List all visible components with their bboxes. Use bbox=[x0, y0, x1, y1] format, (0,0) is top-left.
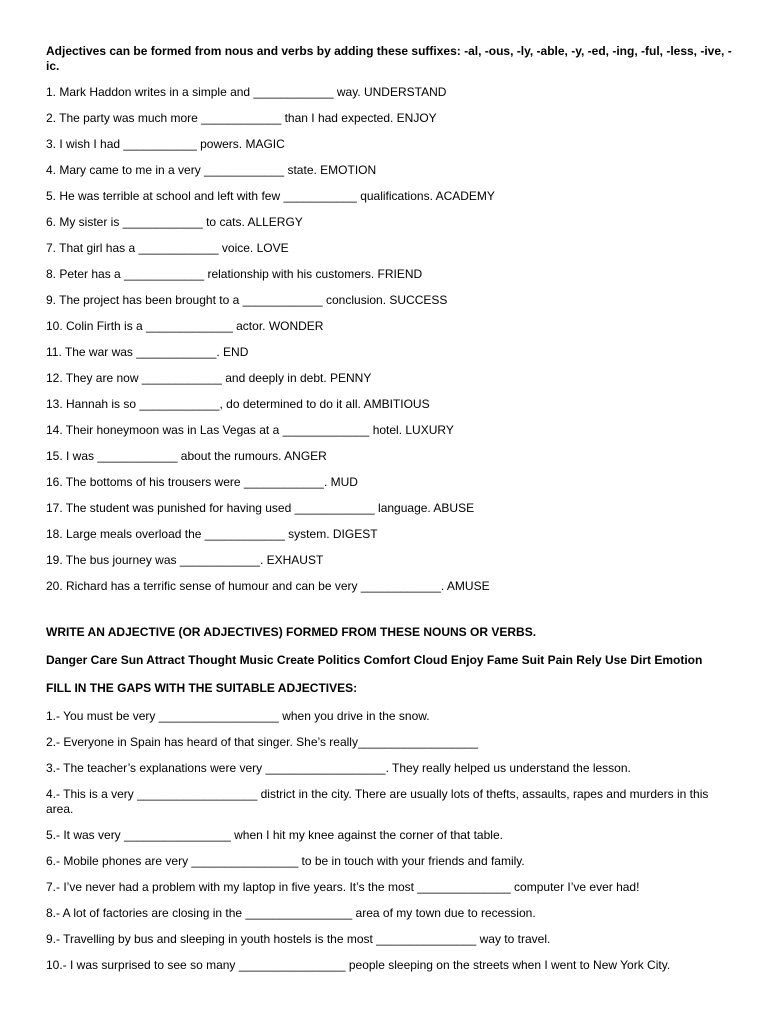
exercise-1-item: 18. Large meals overload the ____________ system. DIGEST bbox=[46, 527, 378, 541]
exercise-1-item: 5. He was terrible at school and left with few ___________ qualifications. ACADEMY bbox=[46, 189, 495, 203]
section-heading-fill-gaps: FILL IN THE GAPS WITH THE SUITABLE ADJECTIVES: bbox=[46, 681, 358, 695]
exercise-2-item: 10.- I was surprised to see so many ________________ people sleeping on the streets when I went to New York City. bbox=[46, 958, 671, 972]
exercise-1-item: 8. Peter has a ____________ relationship with his customers. FRIEND bbox=[46, 267, 423, 281]
exercise-1-item: 6. My sister is ____________ to cats. ALLERGY bbox=[46, 215, 303, 229]
exercise-2-item: 7.- I’ve never had a problem with my laptop in five years. It’s the most ______________ computer I’ve ever had! bbox=[46, 880, 640, 894]
exercise-1-item: 3. I wish I had ___________ powers. MAGIC bbox=[46, 137, 285, 151]
exercise-1-item: 9. The project has been brought to a ____________ conclusion. SUCCESS bbox=[46, 293, 448, 307]
exercise-1-item: 19. The bus journey was ____________. EXHAUST bbox=[46, 553, 324, 567]
exercise-1-item: 14. Their honeymoon was in Las Vegas at a _____________ hotel. LUXURY bbox=[46, 423, 454, 437]
exercise-1-list bbox=[46, 85, 736, 594]
word-list: Danger Care Sun Attract Thought Music Create Politics Comfort Cloud Enjoy Fame Suit Pain Rely Use Dirt Emotion bbox=[46, 653, 703, 667]
exercise-2-item: 6.- Mobile phones are very ________________ to be in touch with your friends and family. bbox=[46, 854, 525, 868]
exercise-1-item: 4. Mary came to me in a very ____________ state. EMOTION bbox=[46, 163, 377, 177]
exercise-2-item: 8.- A lot of factories are closing in the ________________ area of my town due to recession. bbox=[46, 906, 536, 920]
exercise-2-item: 2.- Everyone in Spain has heard of that singer. She’s really__________________ bbox=[46, 735, 479, 749]
exercise-2-list bbox=[46, 709, 736, 973]
exercise-2-item: 1.- You must be very __________________ when you drive in the snow. bbox=[46, 709, 430, 723]
exercise-1-item: 13. Hannah is so ____________, do determined to do it all. AMBITIOUS bbox=[46, 397, 430, 411]
exercise-1-item: 17. The student was punished for having used ____________ language. ABUSE bbox=[46, 501, 475, 515]
exercise-1-item: 1. Mark Haddon writes in a simple and ____________ way. UNDERSTAND bbox=[46, 85, 447, 99]
intro-text: Adjectives can be formed from nous and verbs by adding these suffixes: -al, -ous, -ly, -able, -y, -ed, -ing, -ful, -less, -ive, -ic. bbox=[46, 44, 732, 73]
exercise-2-item: 4.- This is a very __________________ district in the city. There are usually lots of thefts, assaults, rapes and murders in this area. bbox=[46, 787, 712, 816]
section-spacer bbox=[46, 605, 736, 625]
exercise-1-item: 20. Richard has a terrific sense of humour and can be very ____________. AMUSE bbox=[46, 579, 490, 593]
exercise-2-item: 9.- Travelling by bus and sleeping in youth hostels is the most _______________ way to travel. bbox=[46, 932, 551, 946]
exercise-1-item: 2. The party was much more ____________ than I had expected. ENJOY bbox=[46, 111, 437, 125]
exercise-1-item: 10. Colin Firth is a _____________ actor. WONDER bbox=[46, 319, 324, 333]
section-heading-adjectives: WRITE AN ADJECTIVE (OR ADJECTIVES) FORMED FROM THESE NOUNS OR VERBS. bbox=[46, 625, 537, 639]
worksheet bbox=[46, 44, 736, 984]
exercise-1-item: 16. The bottoms of his trousers were ____________. MUD bbox=[46, 475, 358, 489]
exercise-1-item: 7. That girl has a ____________ voice. LOVE bbox=[46, 241, 289, 255]
exercise-1-item: 15. I was ____________ about the rumours. ANGER bbox=[46, 449, 327, 463]
exercise-2-item: 3.- The teacher’s explanations were very __________________. They really helped us understand the lesson. bbox=[46, 761, 631, 775]
exercise-1-item: 12. They are now ____________ and deeply in debt. PENNY bbox=[46, 371, 372, 385]
exercise-1-item: 11. The war was ____________. END bbox=[46, 345, 249, 359]
exercise-2-item: 5.- It was very ________________ when I hit my knee against the corner of that table. bbox=[46, 828, 503, 842]
